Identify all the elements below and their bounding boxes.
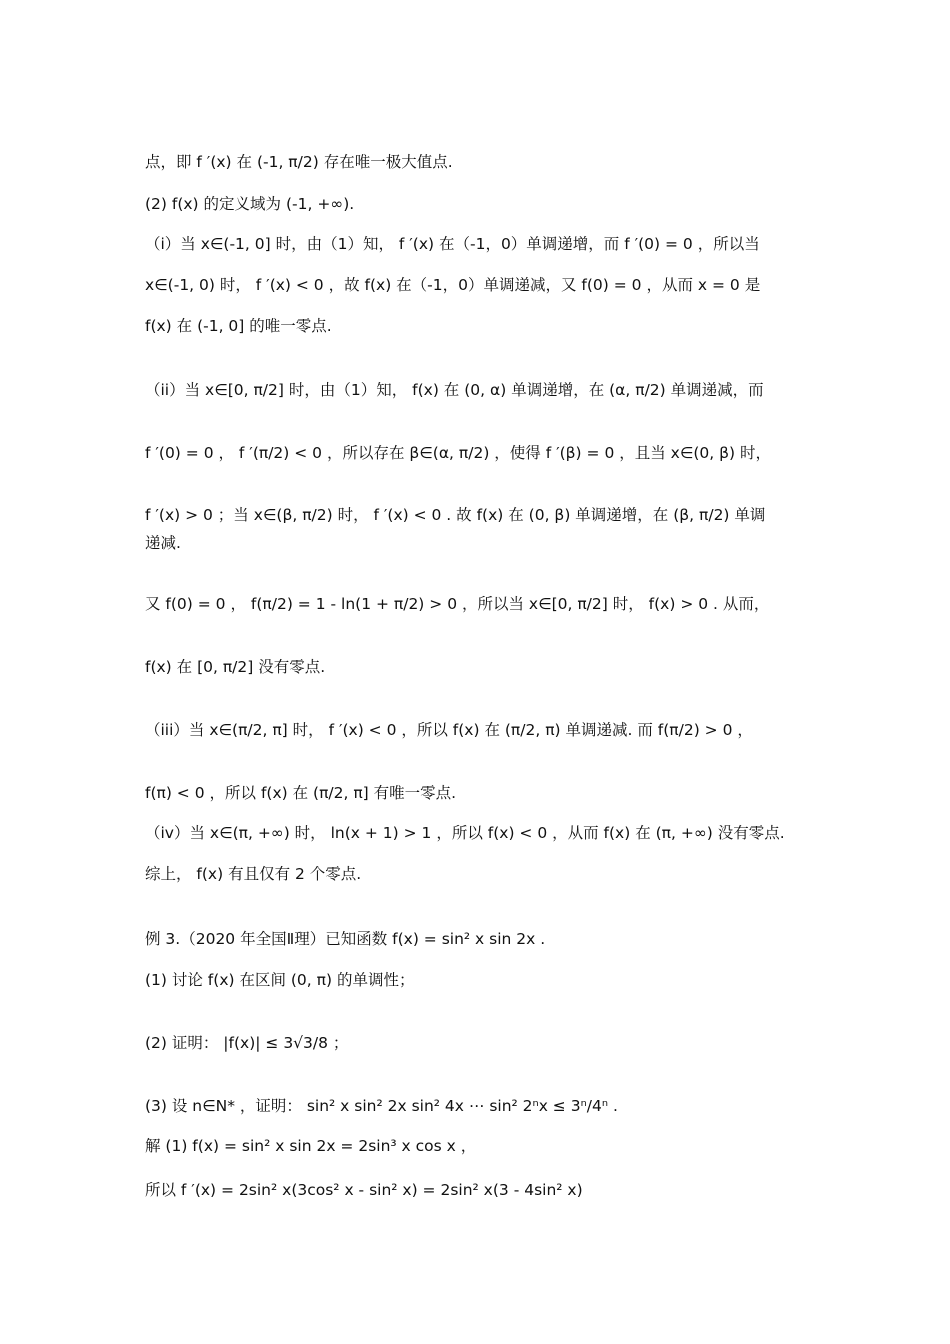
text-line: 解 (1) f(x) = sin² x sin 2x = 2sin³ x cos x ，: [145, 1137, 477, 1155]
text-line: （iv）当 x∈(π, +∞) 时， ln(x + 1) > 1 ，所以 f(x) < 0 ，从而 f(x) 在 (π, +∞) 没有零点.: [145, 824, 785, 842]
text-line: f(x) 在 (-1, 0] 的唯一零点.: [145, 317, 332, 335]
text-line: 例 3.（2020 年全国Ⅱ理）已知函数 f(x) = sin² x sin 2x .: [145, 930, 546, 948]
text-line: (2) f(x) 的定义域为 (-1, +∞).: [145, 195, 355, 213]
text-line: 点，即 f ′(x) 在 (-1, π/2) 存在唯一极大值点.: [145, 153, 453, 171]
text-line: f ′(0) = 0 ， f ′(π/2) < 0 ，所以存在 β∈(α, π/2) ，使得 f ′(β) = 0 ，且当 x∈(0, β) 时，: [145, 444, 771, 462]
text-line: （iii）当 x∈(π/2, π] 时， f ′(x) < 0 ，所以 f(x) 在 (π/2, π) 单调递减. 而 f(π/2) > 0 ，: [145, 721, 753, 739]
text-line: f(π) < 0 ，所以 f(x) 在 (π/2, π] 有唯一零点.: [145, 784, 457, 802]
text-line: 递减.: [145, 534, 181, 552]
text-line: （i）当 x∈(-1, 0] 时，由（1）知， f ′(x) 在（-1，0）单调递增，而 f ′(0) = 0 ，所以当: [145, 235, 760, 253]
text-line: (2) 证明： |f(x)| ≤ 3√3/8 ；: [145, 1034, 349, 1052]
text-line: 又 f(0) = 0 ， f(π/2) = 1 - ln(1 + π/2) > 0 ，所以当 x∈[0, π/2] 时， f(x) > 0 . 从而，: [145, 595, 770, 613]
text-line: f(x) 在 [0, π/2] 没有零点.: [145, 658, 326, 676]
text-line: (3) 设 n∈N* ，证明： sin² x sin² 2x sin² 4x ⋯ sin² 2ⁿx ≤ 3ⁿ/4ⁿ .: [145, 1097, 618, 1115]
text-line: （ii）当 x∈[0, π/2] 时，由（1）知， f(x) 在 (0, α) 单调递增，在 (α, π/2) 单调递减，而: [145, 381, 764, 399]
text-line: x∈(-1, 0) 时， f ′(x) < 0 ，故 f(x) 在（-1，0）单调递减，又 f(0) = 0 ，从而 x = 0 是: [145, 276, 761, 294]
text-line: 所以 f ′(x) = 2sin² x(3cos² x - sin² x) = 2sin² x(3 - 4sin² x): [145, 1181, 583, 1199]
text-line: 综上， f(x) 有且仅有 2 个零点.: [145, 865, 362, 883]
text-line: (1) 讨论 f(x) 在区间 (0, π) 的单调性；: [145, 971, 415, 989]
text-line: f ′(x) > 0 ；当 x∈(β, π/2) 时， f ′(x) < 0 . 故 f(x) 在 (0, β) 单调递增，在 (β, π/2) 单调: [145, 506, 766, 524]
